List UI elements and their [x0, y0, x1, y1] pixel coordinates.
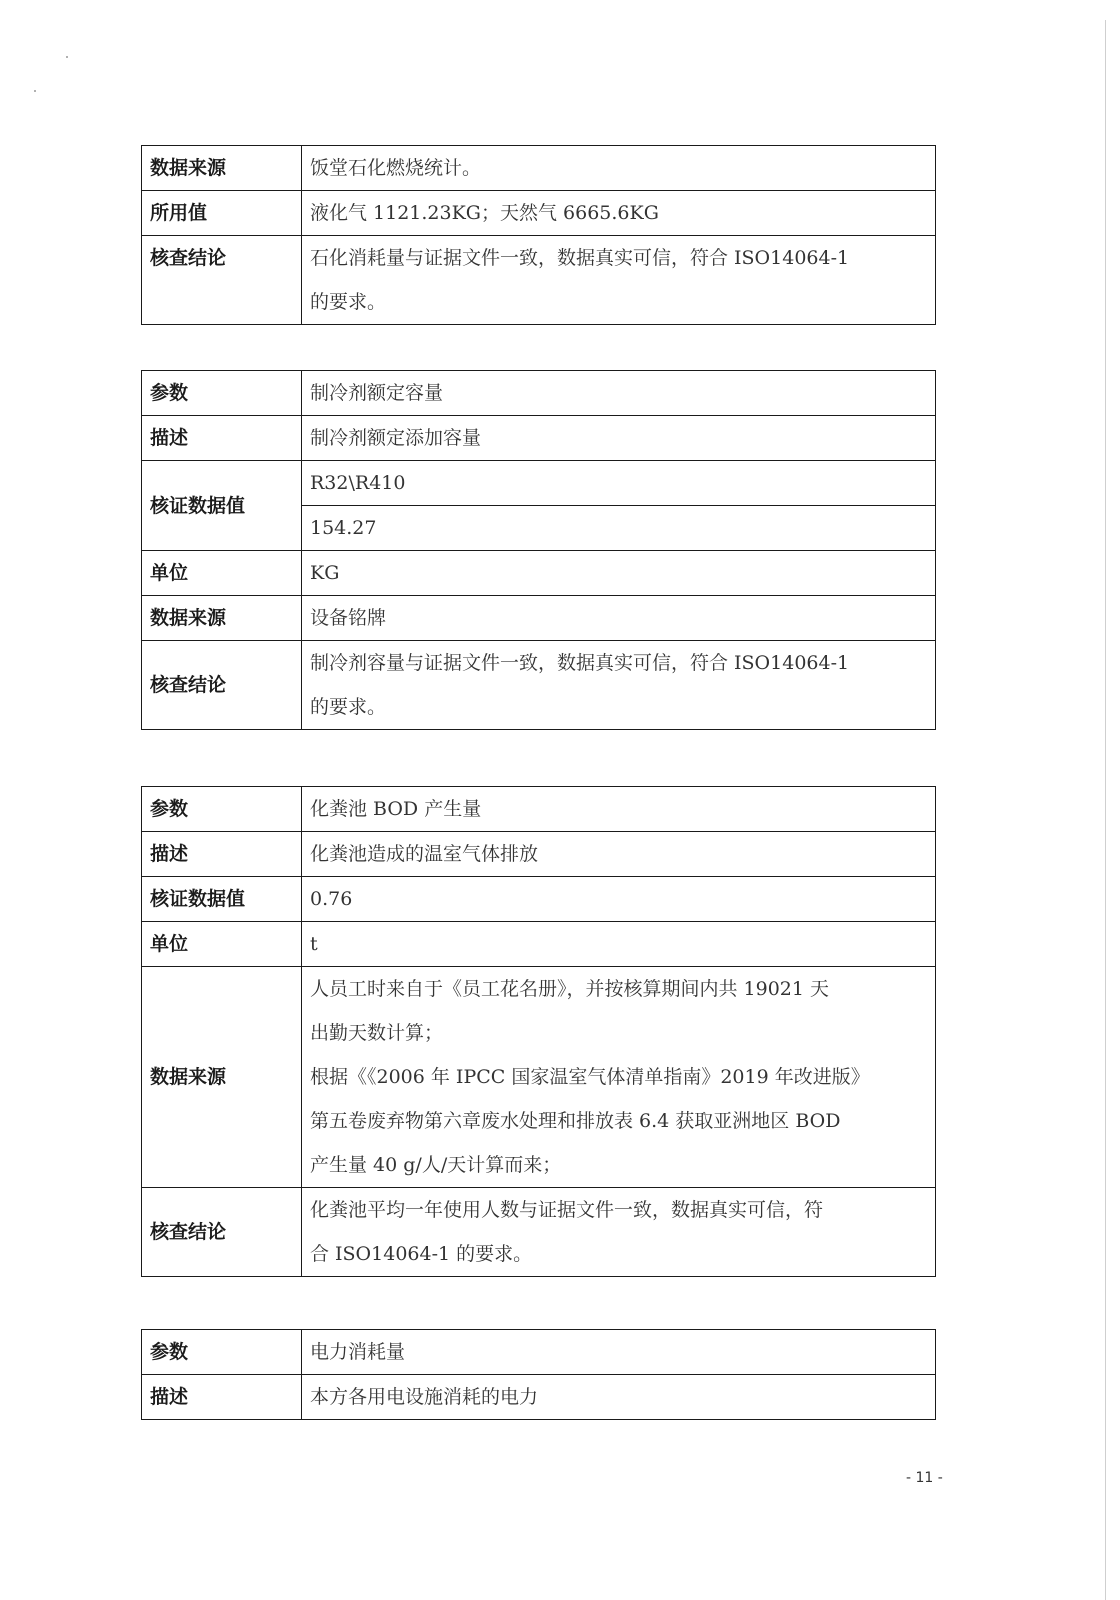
conclusion-value — [302, 1188, 936, 1277]
param-label: 参数 — [142, 371, 302, 416]
source-value: 设备铭牌 — [302, 596, 936, 641]
verified-label: 核证数据值 — [142, 877, 302, 922]
param-label: 参数 — [142, 1330, 302, 1375]
verified-value: 0.76 — [302, 877, 936, 922]
table-row — [142, 787, 936, 832]
source-value — [302, 967, 936, 1188]
verified-value: R32\R410 — [302, 461, 936, 506]
fuel-combustion-table — [141, 145, 936, 325]
desc-label: 描述 — [142, 1375, 302, 1420]
desc-value: 本方各用电设施消耗的电力 — [302, 1375, 936, 1420]
used-value: 液化气 1121.23KG；天然气 6665.6KG — [302, 191, 936, 236]
param-label: 参数 — [142, 787, 302, 832]
table-row — [142, 641, 936, 730]
table-row — [142, 461, 936, 506]
refrigerant-table — [141, 370, 936, 730]
unit-value: t — [302, 922, 936, 967]
table-row — [142, 922, 936, 967]
desc-value: 化粪池造成的温室气体排放 — [302, 832, 936, 877]
table-row — [142, 551, 936, 596]
table-row — [142, 1375, 936, 1420]
table-row — [142, 371, 936, 416]
conclusion-line: 化粪池平均一年使用人数与证据文件一致，数据真实可信，符 — [310, 1199, 824, 1221]
conclusion-label: 核查结论 — [142, 236, 302, 325]
table-row — [142, 596, 936, 641]
conclusion-line: 的要求。 — [310, 291, 387, 313]
unit-label: 单位 — [142, 551, 302, 596]
table-row — [142, 146, 936, 191]
page-number: - 11 - — [906, 1470, 943, 1486]
unit-label: 单位 — [142, 922, 302, 967]
conclusion-label: 核查结论 — [142, 1188, 302, 1277]
table-row — [142, 236, 936, 325]
verified-value: 154.27 — [302, 506, 936, 551]
desc-label: 描述 — [142, 832, 302, 877]
scan-speck — [34, 90, 36, 92]
septic-tank-table — [141, 786, 936, 1277]
table-row — [142, 832, 936, 877]
table-row — [142, 967, 936, 1188]
source-line: 第五卷废弃物第六章废水处理和排放表 6.4 获取亚洲地区 BOD — [310, 1110, 841, 1132]
desc-value: 制冷剂额定添加容量 — [302, 416, 936, 461]
source-label: 数据来源 — [142, 596, 302, 641]
source-line: 根据《《2006 年 IPCC 国家温室气体清单指南》2019 年改进版》 — [310, 1066, 870, 1088]
source-label: 数据来源 — [142, 967, 302, 1188]
source-line: 出勤天数计算； — [310, 1022, 444, 1044]
conclusion-value — [302, 236, 936, 325]
table-row — [142, 191, 936, 236]
source-label: 数据来源 — [142, 146, 302, 191]
source-line: 产生量 40 g/人/天计算而来； — [310, 1154, 562, 1176]
table-row — [142, 1330, 936, 1375]
table-row — [142, 416, 936, 461]
param-value: 制冷剂额定容量 — [302, 371, 936, 416]
param-value: 化粪池 BOD 产生量 — [302, 787, 936, 832]
electricity-table — [141, 1329, 936, 1420]
table-row — [142, 877, 936, 922]
unit-value: KG — [302, 551, 936, 596]
desc-label: 描述 — [142, 416, 302, 461]
scan-speck — [66, 56, 68, 58]
table-row — [142, 1188, 936, 1277]
conclusion-label: 核查结论 — [142, 641, 302, 730]
used-value-label: 所用值 — [142, 191, 302, 236]
conclusion-line: 的要求。 — [310, 696, 387, 718]
source-line: 人员工时来自于《员工花名册》，并按核算期间内共 19021 天 — [310, 978, 830, 1000]
conclusion-line: 合 ISO14064-1 的要求。 — [310, 1243, 533, 1265]
conclusion-value — [302, 641, 936, 730]
scan-edge-line — [1105, 20, 1106, 1600]
verified-label: 核证数据值 — [142, 461, 302, 551]
param-value: 电力消耗量 — [302, 1330, 936, 1375]
conclusion-line: 制冷剂容量与证据文件一致，数据真实可信，符合 ISO14064-1 — [310, 652, 850, 674]
conclusion-line: 石化消耗量与证据文件一致，数据真实可信，符合 ISO14064-1 — [310, 247, 850, 269]
source-value: 饭堂石化燃烧统计。 — [302, 146, 936, 191]
